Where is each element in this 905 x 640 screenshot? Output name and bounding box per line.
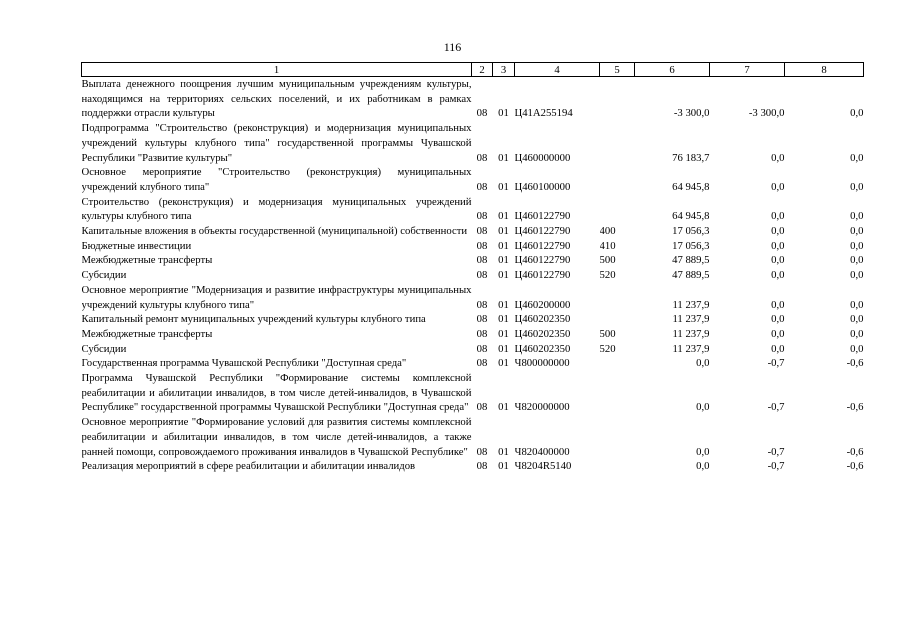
amount-col6: 11 237,9 bbox=[672, 327, 710, 340]
section-code: 08 bbox=[476, 357, 488, 370]
amount-col6: 76 183,7 bbox=[672, 151, 710, 164]
expense-type-code: 500 bbox=[599, 327, 616, 340]
amount-col6: 11 237,9 bbox=[672, 298, 710, 311]
row-name: Межбюджетные трансферты bbox=[81, 327, 213, 340]
subsection-code: 01 bbox=[498, 401, 509, 414]
row-name: Основное мероприятие "Строительство (реконструкция) муниципальных учреждений клубного типа" bbox=[81, 166, 472, 193]
target-article-code: Ц460122790 bbox=[514, 225, 571, 238]
amount-col6: 17 056,3 bbox=[672, 239, 710, 252]
amount-col7: -0,7 bbox=[767, 401, 785, 414]
target-article-code: Ч820400000 bbox=[514, 445, 570, 458]
amount-col8: 0,0 bbox=[850, 327, 864, 340]
column-header: 2 bbox=[472, 63, 493, 77]
section-code: 08 bbox=[476, 210, 488, 223]
row-name: Капитальный ремонт муниципальных учреждений культуры клубного типа bbox=[81, 313, 426, 326]
amount-col7: 0,0 bbox=[771, 298, 785, 311]
target-article-code: Ц460202350 bbox=[514, 327, 571, 340]
expense-type-code: 520 bbox=[599, 269, 616, 282]
amount-col8: 0,0 bbox=[850, 254, 864, 267]
table-row bbox=[82, 268, 864, 283]
subsection-code: 01 bbox=[498, 327, 509, 340]
target-article-code: Ц460122790 bbox=[514, 254, 571, 267]
target-article-code: Ц460100000 bbox=[514, 180, 571, 193]
column-header: 3 bbox=[493, 63, 515, 77]
amount-col7: -0,7 bbox=[767, 460, 785, 473]
section-code: 08 bbox=[476, 151, 488, 164]
table-row bbox=[82, 312, 864, 327]
row-name: Реализация мероприятий в сфере реабилитации и абилитации инвалидов bbox=[81, 460, 416, 473]
section-code: 08 bbox=[476, 254, 488, 267]
amount-col8: 0,0 bbox=[850, 239, 864, 252]
table-row bbox=[82, 283, 864, 312]
section-code: 08 bbox=[476, 445, 488, 458]
row-name: Бюджетные инвестиции bbox=[81, 239, 192, 252]
table-row bbox=[82, 121, 864, 165]
table-row bbox=[82, 224, 864, 239]
expense-type-code: 400 bbox=[599, 225, 616, 238]
amount-col8: -0,6 bbox=[846, 460, 864, 473]
subsection-code: 01 bbox=[498, 151, 509, 164]
amount-col6: 17 056,3 bbox=[672, 225, 710, 238]
row-name: Основное мероприятие "Формирование условий для развития системы комплексной реабилитации и абилитации инвалидов, в том числе детей-инвалидов, а также ранней помощи, сопровождаемого проживания инвалидов в Чувашской Республике" bbox=[81, 416, 472, 458]
section-code: 08 bbox=[476, 225, 488, 238]
amount-col7: 0,0 bbox=[771, 269, 785, 282]
amount-col7: 0,0 bbox=[771, 313, 785, 326]
table-row bbox=[82, 253, 864, 268]
expense-type-code bbox=[600, 459, 635, 474]
amount-col6: 0,0 bbox=[696, 401, 710, 414]
subsection-code: 01 bbox=[498, 180, 509, 193]
amount-col7: -3 300,0 bbox=[748, 107, 785, 120]
table-row bbox=[82, 415, 864, 459]
column-header: 1 bbox=[82, 63, 472, 77]
subsection-code: 01 bbox=[498, 298, 509, 311]
amount-col7: 0,0 bbox=[771, 210, 785, 223]
amount-col7: 0,0 bbox=[771, 151, 785, 164]
target-article-code: Ц460200000 bbox=[514, 298, 571, 311]
amount-col8: -0,6 bbox=[846, 357, 864, 370]
subsection-code: 01 bbox=[498, 225, 509, 238]
amount-col7: 0,0 bbox=[771, 254, 785, 267]
section-code: 08 bbox=[476, 239, 488, 252]
row-name: Капитальные вложения в объекты государственной (муниципальной) собственности bbox=[81, 225, 468, 238]
amount-col6: 64 945,8 bbox=[672, 180, 710, 193]
section-code: 08 bbox=[476, 460, 488, 473]
expense-type-code bbox=[600, 283, 635, 312]
table-row bbox=[82, 342, 864, 357]
target-article-code: Ц460000000 bbox=[514, 151, 571, 164]
table-row bbox=[82, 371, 864, 415]
target-article-code: Ц460122790 bbox=[514, 239, 571, 252]
target-article-code: Ч800000000 bbox=[514, 357, 570, 370]
amount-col7: 0,0 bbox=[771, 342, 785, 355]
target-article-code: Ч8204R5140 bbox=[514, 460, 572, 473]
subsection-code: 01 bbox=[498, 107, 509, 120]
amount-col6: 0,0 bbox=[696, 445, 710, 458]
row-name: Программа Чувашской Республики "Формирование системы комплексной реабилитации и абилитации инвалидов, в том числе детей-инвалидов, в Чувашской Республике" государственной программы Чувашской Республики "Доступная среда" bbox=[81, 372, 472, 414]
section-code: 08 bbox=[476, 180, 488, 193]
table-row bbox=[82, 459, 864, 474]
expense-type-code bbox=[600, 165, 635, 194]
row-name: Подпрограмма "Строительство (реконструкция) и модернизация муниципальных учреждений культуры клубного типа" государственной программы Чувашской Республики "Развитие культуры" bbox=[81, 122, 472, 164]
amount-col8: 0,0 bbox=[850, 151, 864, 164]
subsection-code: 01 bbox=[498, 254, 509, 267]
subsection-code: 01 bbox=[498, 357, 509, 370]
table-row bbox=[82, 327, 864, 342]
amount-col7: 0,0 bbox=[771, 180, 785, 193]
subsection-code: 01 bbox=[498, 269, 509, 282]
row-name: Межбюджетные трансферты bbox=[81, 254, 213, 267]
column-header: 5 bbox=[600, 63, 635, 77]
amount-col8: -0,6 bbox=[846, 401, 864, 414]
expense-type-code bbox=[600, 312, 635, 327]
expense-type-code: 520 bbox=[599, 342, 616, 355]
target-article-code: Ц460202350 bbox=[514, 313, 571, 326]
header-row bbox=[82, 63, 864, 77]
expense-type-code bbox=[600, 356, 635, 371]
table-row bbox=[82, 239, 864, 254]
page-number: 116 bbox=[443, 40, 462, 54]
target-article-code: Ч820000000 bbox=[514, 401, 570, 414]
amount-col8: 0,0 bbox=[850, 225, 864, 238]
amount-col6: 47 889,5 bbox=[672, 269, 710, 282]
expense-type-code: 500 bbox=[599, 254, 616, 267]
column-header: 6 bbox=[635, 63, 710, 77]
amount-col7: 0,0 bbox=[771, 239, 785, 252]
table-row bbox=[82, 195, 864, 224]
row-name: Выплата денежного поощрения лучшим муниципальным учреждениям культуры, находящимся на территориях сельских поселений, и их работникам в рамках поддержки отрасли культуры bbox=[81, 78, 472, 120]
amount-col8: 0,0 bbox=[850, 342, 864, 355]
subsection-code: 01 bbox=[498, 313, 509, 326]
section-code: 08 bbox=[476, 107, 488, 120]
section-code: 08 bbox=[476, 342, 488, 355]
amount-col6: 47 889,5 bbox=[672, 254, 710, 267]
amount-col8: 0,0 bbox=[850, 180, 864, 193]
section-code: 08 bbox=[476, 401, 488, 414]
row-name: Строительство (реконструкция) и модернизация муниципальных учреждений культуры клубного типа bbox=[81, 195, 472, 223]
target-article-code: Ц460202350 bbox=[514, 342, 571, 355]
amount-col8: -0,6 bbox=[846, 445, 864, 458]
column-header: 4 bbox=[515, 63, 600, 77]
section-code: 08 bbox=[476, 327, 488, 340]
section-code: 08 bbox=[476, 298, 488, 311]
budget-table bbox=[81, 62, 864, 474]
column-header: 7 bbox=[710, 63, 785, 77]
subsection-code: 01 bbox=[498, 460, 509, 473]
amount-col8: 0,0 bbox=[850, 269, 864, 282]
expense-type-code bbox=[600, 371, 635, 415]
table-row bbox=[82, 165, 864, 194]
row-name: Государственная программа Чувашской Республики "Доступная среда" bbox=[81, 357, 407, 370]
expense-type-code bbox=[600, 415, 635, 459]
subsection-code: 01 bbox=[498, 445, 509, 458]
amount-col6: -3 300,0 bbox=[673, 107, 710, 120]
expense-type-code: 410 bbox=[599, 239, 616, 252]
expense-type-code bbox=[600, 77, 635, 122]
amount-col8: 0,0 bbox=[850, 313, 864, 326]
section-code: 08 bbox=[476, 313, 488, 326]
amount-col8: 0,0 bbox=[850, 107, 864, 120]
target-article-code: Ц460122790 bbox=[514, 210, 571, 223]
column-header: 8 bbox=[785, 63, 864, 77]
expense-type-code bbox=[600, 121, 635, 165]
amount-col7: -0,7 bbox=[767, 445, 785, 458]
amount-col6: 64 945,8 bbox=[672, 210, 710, 223]
amount-col6: 0,0 bbox=[696, 357, 710, 370]
row-name: Основное мероприятие "Модернизация и развитие инфраструктуры муниципальных учреждений культуры клубного типа" bbox=[81, 283, 472, 311]
table-row bbox=[82, 356, 864, 371]
amount-col7: -0,7 bbox=[767, 357, 785, 370]
amount-col7: 0,0 bbox=[771, 225, 785, 238]
target-article-code: Ц41А255194 bbox=[514, 107, 573, 120]
amount-col8: 0,0 bbox=[850, 210, 864, 223]
subsection-code: 01 bbox=[498, 239, 509, 252]
section-code: 08 bbox=[476, 269, 488, 282]
subsection-code: 01 bbox=[498, 210, 509, 223]
amount-col7: 0,0 bbox=[771, 327, 785, 340]
row-name: Субсидии bbox=[81, 342, 127, 355]
row-name: Субсидии bbox=[81, 269, 127, 282]
expense-type-code bbox=[600, 195, 635, 224]
amount-col6: 11 237,9 bbox=[672, 313, 710, 326]
amount-col6: 0,0 bbox=[696, 460, 710, 473]
target-article-code: Ц460122790 bbox=[514, 269, 571, 282]
amount-col6: 11 237,9 bbox=[672, 342, 710, 355]
subsection-code: 01 bbox=[498, 342, 509, 355]
amount-col8: 0,0 bbox=[850, 298, 864, 311]
table-row bbox=[82, 77, 864, 122]
